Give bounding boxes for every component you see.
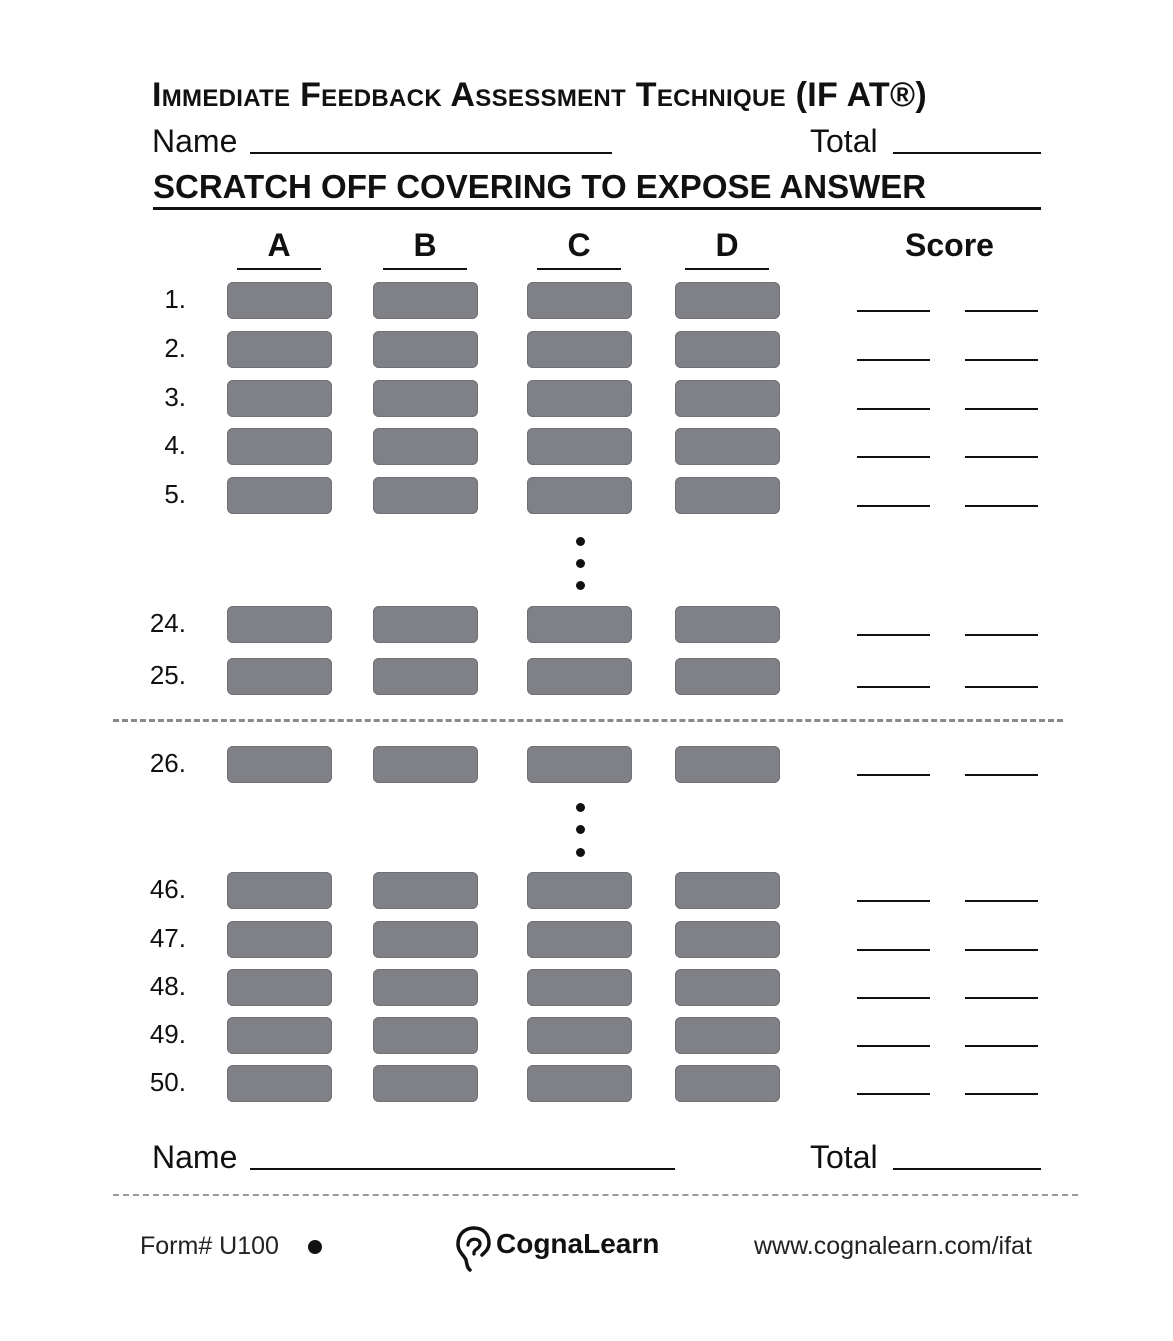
scratch-box-d[interactable] (675, 872, 780, 909)
score-blank-2[interactable] (965, 900, 1038, 902)
scratch-box-a[interactable] (227, 969, 332, 1006)
bottom-name-field[interactable] (250, 1168, 675, 1170)
bullet-dot-icon (308, 1240, 322, 1254)
score-blank-2[interactable] (965, 774, 1038, 776)
score-blank-2[interactable] (965, 505, 1038, 507)
ellipsis-dot (576, 537, 585, 546)
footer-divider (113, 1194, 1078, 1196)
ellipsis-dot (576, 803, 585, 812)
scratch-box-a[interactable] (227, 746, 332, 783)
scratch-box-b[interactable] (373, 658, 478, 695)
scratch-box-d[interactable] (675, 1065, 780, 1102)
heading-rule (153, 207, 1041, 210)
scratch-box-d[interactable] (675, 428, 780, 465)
score-blank-2[interactable] (965, 1093, 1038, 1095)
scratch-box-b[interactable] (373, 477, 478, 514)
scratch-box-c[interactable] (527, 282, 632, 319)
column-header-3: C (567, 227, 591, 263)
scratch-box-c[interactable] (527, 477, 632, 514)
score-blank-2[interactable] (965, 456, 1038, 458)
bottom-total-field[interactable] (893, 1168, 1041, 1170)
score-blank-1[interactable] (857, 1045, 930, 1047)
scratch-box-d[interactable] (675, 658, 780, 695)
question-number: 2. (164, 333, 186, 363)
form-title: Immediate Feedback Assessment Technique (IF AT®) (152, 76, 927, 114)
score-blank-2[interactable] (965, 949, 1038, 951)
tear-line (113, 719, 1063, 722)
score-blank-2[interactable] (965, 686, 1038, 688)
column-header-underline (383, 268, 467, 270)
scratch-box-a[interactable] (227, 658, 332, 695)
scratch-box-c[interactable] (527, 606, 632, 643)
scratch-box-b[interactable] (373, 331, 478, 368)
scratch-box-c[interactable] (527, 428, 632, 465)
score-blank-1[interactable] (857, 774, 930, 776)
scratch-box-b[interactable] (373, 872, 478, 909)
scratch-box-a[interactable] (227, 428, 332, 465)
scratch-box-a[interactable] (227, 1065, 332, 1102)
scratch-box-c[interactable] (527, 746, 632, 783)
bottom-name-label: Name (152, 1139, 238, 1175)
ellipsis-dot (576, 581, 585, 590)
bottom-total-label: Total (810, 1139, 878, 1175)
scratch-box-d[interactable] (675, 477, 780, 514)
scratch-box-a[interactable] (227, 282, 332, 319)
scratch-box-b[interactable] (373, 1065, 478, 1102)
score-blank-1[interactable] (857, 359, 930, 361)
scratch-box-b[interactable] (373, 428, 478, 465)
scratch-box-c[interactable] (527, 969, 632, 1006)
footer-url[interactable]: www.cognalearn.com/ifat (754, 1232, 1032, 1260)
column-header-2: B (413, 227, 437, 263)
score-blank-2[interactable] (965, 359, 1038, 361)
scratch-box-c[interactable] (527, 331, 632, 368)
score-blank-2[interactable] (965, 1045, 1038, 1047)
scratch-box-b[interactable] (373, 969, 478, 1006)
total-label: Total (810, 123, 878, 159)
question-number: 47. (149, 923, 186, 953)
scratch-box-b[interactable] (373, 606, 478, 643)
name-label: Name (152, 123, 238, 159)
ear-head-logo-icon (454, 1224, 494, 1272)
instruction-heading: SCRATCH OFF COVERING TO EXPOSE ANSWER (153, 168, 927, 205)
scratch-box-b[interactable] (373, 282, 478, 319)
question-number: 4. (164, 430, 186, 460)
scratch-box-a[interactable] (227, 331, 332, 368)
score-blank-1[interactable] (857, 634, 930, 636)
score-blank-1[interactable] (857, 686, 930, 688)
scratch-box-d[interactable] (675, 282, 780, 319)
form-number: Form# U100 (140, 1232, 279, 1260)
scratch-box-d[interactable] (675, 380, 780, 417)
total-field[interactable] (893, 152, 1041, 154)
scratch-box-b[interactable] (373, 380, 478, 417)
score-blank-1[interactable] (857, 505, 930, 507)
scratch-box-a[interactable] (227, 477, 332, 514)
column-header-underline (537, 268, 621, 270)
scratch-box-d[interactable] (675, 331, 780, 368)
score-blank-1[interactable] (857, 997, 930, 999)
name-field[interactable] (250, 152, 612, 154)
column-header-1: A (267, 227, 291, 263)
score-blank-1[interactable] (857, 900, 930, 902)
question-number: 5. (164, 479, 186, 509)
ellipsis-dot (576, 848, 585, 857)
score-blank-1[interactable] (857, 456, 930, 458)
scratch-box-a[interactable] (227, 606, 332, 643)
score-blank-2[interactable] (965, 634, 1038, 636)
score-blank-2[interactable] (965, 997, 1038, 999)
scratch-box-d[interactable] (675, 969, 780, 1006)
brand-name: CognaLearn (496, 1228, 660, 1259)
question-number: 49. (149, 1019, 186, 1049)
ellipsis-dot (576, 559, 585, 568)
score-blank-1[interactable] (857, 408, 930, 410)
scratch-box-a[interactable] (227, 921, 332, 958)
question-number: 24. (149, 608, 186, 638)
question-number: 48. (149, 971, 186, 1001)
scratch-box-c[interactable] (527, 1065, 632, 1102)
score-header: Score (905, 227, 994, 263)
scratch-box-b[interactable] (373, 921, 478, 958)
scratch-box-c[interactable] (527, 872, 632, 909)
scratch-box-a[interactable] (227, 380, 332, 417)
score-blank-1[interactable] (857, 310, 930, 312)
scratch-box-b[interactable] (373, 746, 478, 783)
score-blank-2[interactable] (965, 408, 1038, 410)
column-header-underline (237, 268, 321, 270)
question-number: 50. (149, 1067, 186, 1097)
score-blank-2[interactable] (965, 310, 1038, 312)
question-number: 25. (149, 660, 186, 690)
question-number: 1. (164, 284, 186, 314)
question-number: 3. (164, 382, 186, 412)
score-blank-1[interactable] (857, 949, 930, 951)
column-header-4: D (715, 227, 739, 263)
scratch-box-c[interactable] (527, 380, 632, 417)
scratch-box-a[interactable] (227, 872, 332, 909)
question-number: 26. (149, 748, 186, 778)
scratch-box-d[interactable] (675, 1017, 780, 1054)
scratch-box-c[interactable] (527, 921, 632, 958)
scratch-box-d[interactable] (675, 606, 780, 643)
scratch-box-a[interactable] (227, 1017, 332, 1054)
scratch-box-d[interactable] (675, 746, 780, 783)
scratch-box-d[interactable] (675, 921, 780, 958)
scratch-box-c[interactable] (527, 1017, 632, 1054)
ellipsis-dot (576, 825, 585, 834)
score-blank-1[interactable] (857, 1093, 930, 1095)
question-number: 46. (149, 874, 186, 904)
column-header-underline (685, 268, 769, 270)
scratch-box-c[interactable] (527, 658, 632, 695)
scratch-box-b[interactable] (373, 1017, 478, 1054)
